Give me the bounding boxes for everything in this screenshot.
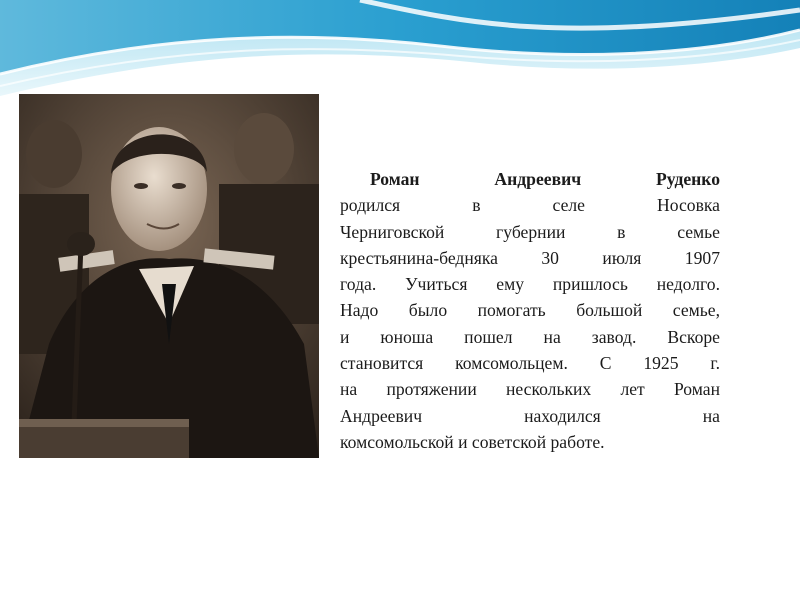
biography-text (340, 166, 720, 455)
bio-line: и юноша пошел на завод. Вскоре (340, 326, 720, 347)
bio-line: крестьянина-бедняка 30 июля 1907 (340, 247, 720, 268)
bio-line: Надо было помогать большой семье, (340, 300, 720, 321)
bio-line: комсомольской и советской работе. (340, 431, 605, 452)
bio-name: Роман Андреевич Руденко (370, 169, 720, 189)
bio-line: становится комсомольцем. С 1925 г. (340, 353, 720, 374)
bio-line: на протяжении нескольких лет Роман (340, 379, 720, 400)
bio-line: родился в селе Носовка (340, 195, 720, 216)
bio-line: Андреевич находился на (340, 405, 720, 426)
bio-line: Черниговской губернии в семье (340, 221, 720, 242)
bio-line: года. Учиться ему пришлось недолго. (340, 274, 720, 295)
portrait-image (19, 94, 319, 458)
portrait-photo (19, 94, 319, 458)
